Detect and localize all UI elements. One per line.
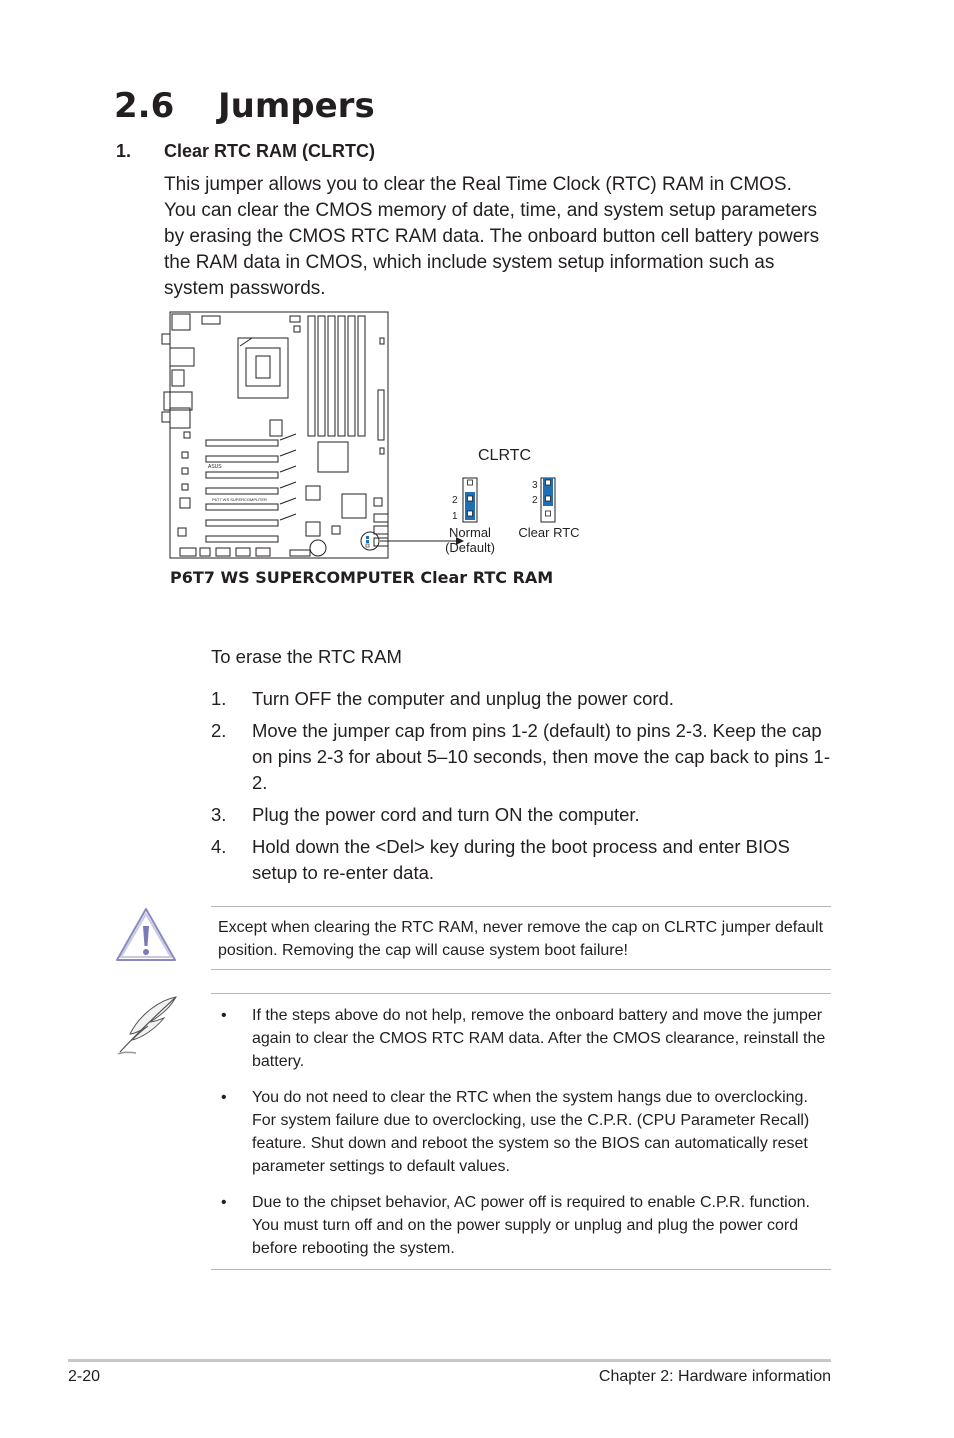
step-text: Move the jumper cap from pins 1-2 (default) to pins 2-3. Keep the cap on pins 2-3 for about 5–10 seconds, then move the cap back to pins 1-2. xyxy=(252,720,830,793)
clrtc-marker xyxy=(366,536,369,547)
step-number: 4. xyxy=(211,836,227,857)
normal-label: Normal xyxy=(449,525,491,540)
step-text: Hold down the <Del> key during the boot process and enter BIOS setup to re-enter data. xyxy=(252,836,790,883)
step-number: 1. xyxy=(211,688,227,709)
normal-pin1-label: 1 xyxy=(452,511,458,522)
normal-sublabel: (Default) xyxy=(445,540,495,555)
board-label: P6T7 WS SUPERCOMPUTER xyxy=(212,497,267,502)
list-item xyxy=(211,802,831,828)
footer-divider xyxy=(68,1359,831,1362)
bullet-dot: • xyxy=(221,1089,227,1106)
clear-rtc-label: Clear RTC xyxy=(518,525,580,540)
diagram-caption: P6T7 WS SUPERCOMPUTER Clear RTC RAM xyxy=(170,568,554,587)
clrtc-label: CLRTC xyxy=(478,447,532,464)
list-item xyxy=(211,1004,831,1073)
clear-pin3-label: 3 xyxy=(532,480,538,491)
step-number: 2. xyxy=(211,720,227,741)
erase-steps xyxy=(211,686,831,892)
item-number: 1. xyxy=(116,141,132,161)
list-item xyxy=(211,686,831,712)
description-paragraph: This jumper allows you to clear the Real Time Clock (RTC) RAM in CMOS. You can clear the CMOS memory of date, time, and system setup parameters by erasing the CMOS RTC RAM data. The onboard button cell battery powers the RAM data in CMOS, which include system setup information such as system passwords. xyxy=(164,174,820,299)
note-text: You do not need to clear the RTC when the system hangs due to overclocking. For system failure due to overclocking, use the C.P.R. (CPU Parameter Recall) feature. Shut down and reboot the system so the BIOS can automatically reset parameter settings to default values. xyxy=(252,1089,810,1175)
clear-pin2-label: 2 xyxy=(532,495,538,506)
warning-triangle-icon xyxy=(114,906,178,964)
list-item xyxy=(211,834,831,886)
list-item xyxy=(211,1191,831,1260)
item-heading xyxy=(116,141,375,162)
bullet-dot: • xyxy=(221,1007,227,1024)
note-text: If the steps above do not help, remove the onboard battery and move the jumper again to clear the CMOS RTC RAM data. After the CMOS clearance, reinstall the battery. xyxy=(252,1007,826,1070)
list-item xyxy=(211,1086,831,1178)
section-heading: Jumpers xyxy=(218,86,375,126)
step-number: 3. xyxy=(211,804,227,825)
note-text: Due to the chipset behavior, AC power off is required to enable C.P.R. function. You must turn off and on the power supply or unplug and plug the power cord before rebooting the system. xyxy=(252,1194,810,1257)
warning-box: Except when clearing the RTC RAM, never remove the cap on CLRTC jumper default position. Removing the cap will cause system boot failure! xyxy=(211,906,831,970)
section-title xyxy=(114,86,375,126)
bullet-dot: • xyxy=(221,1194,227,1211)
erase-title: To erase the RTC RAM xyxy=(211,646,402,667)
item-title: Clear RTC RAM (CLRTC) xyxy=(164,141,375,161)
step-text: Plug the power cord and turn ON the computer. xyxy=(252,804,640,825)
list-item xyxy=(211,718,831,796)
note-box xyxy=(211,993,831,1270)
page-number: 2-20 xyxy=(68,1368,101,1385)
feather-pen-icon xyxy=(112,994,182,1058)
jumper-normal xyxy=(460,478,488,522)
chapter-title: Chapter 2: Hardware information xyxy=(598,1368,831,1385)
jumper-clear-rtc xyxy=(541,478,555,522)
step-text: Turn OFF the computer and unplug the power cord. xyxy=(252,688,674,709)
normal-pin2-label: 2 xyxy=(452,495,458,506)
motherboard-diagram xyxy=(160,308,600,598)
section-number: 2.6 xyxy=(114,86,175,126)
board-logo: ASUS xyxy=(208,464,222,470)
